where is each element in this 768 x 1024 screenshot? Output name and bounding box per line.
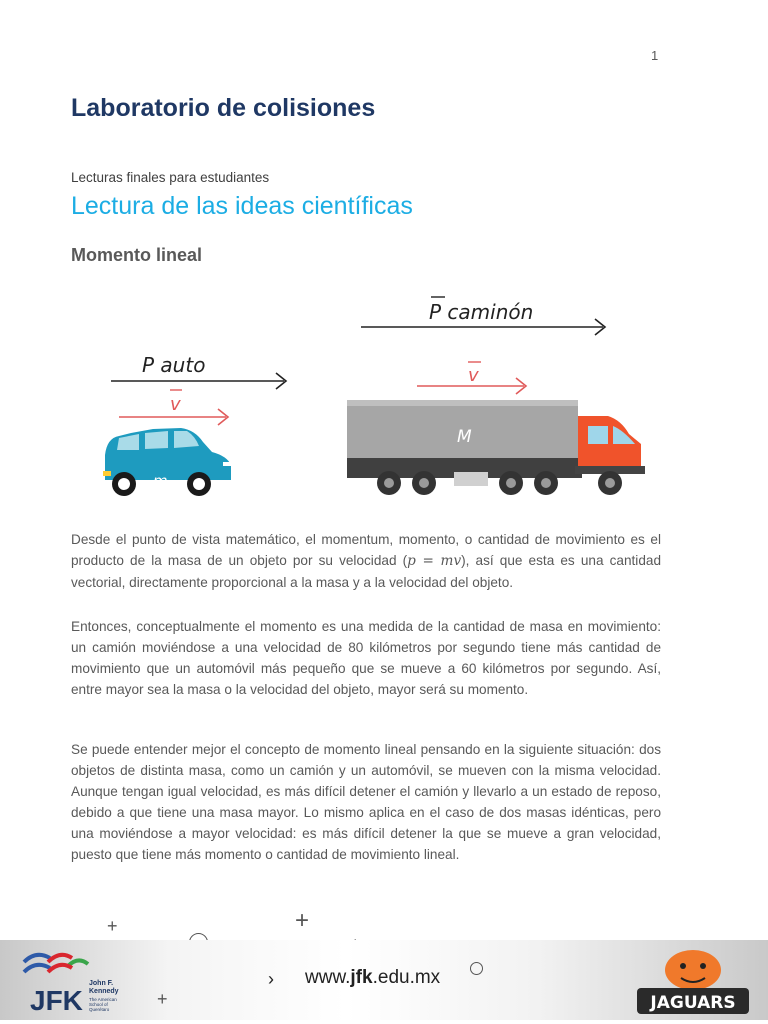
school-name-line2: Kennedy	[89, 988, 119, 995]
paragraph-definition-text: Desde el punto de vista matemático, el momentum, momento, o cantidad de movimiento es el producto de la masa de un objeto por su velocidad (	[71, 532, 661, 568]
school-name	[89, 980, 119, 996]
website-suffix: .edu.mx	[372, 967, 441, 988]
momentum-formula: p = mv	[407, 553, 462, 569]
school-subtitle: The American School of Querétaro	[89, 997, 117, 1012]
jaguars-mascot-logo	[633, 942, 753, 1020]
plus-decoration: +	[295, 907, 310, 934]
document-title: Laboratorio de colisiones	[71, 94, 376, 122]
car-momentum-label: P auto	[142, 353, 206, 377]
plus-decoration: +	[157, 989, 168, 1009]
truck-momentum-label: P caminón	[429, 300, 534, 324]
car-velocity-label: v	[170, 394, 181, 415]
section-title: Lectura de las ideas científicas	[71, 192, 413, 220]
jaguars-text: JAGUARS	[650, 993, 736, 1013]
momentum-illustration	[95, 290, 655, 510]
plus-decoration: +	[107, 916, 118, 936]
website-link[interactable]	[305, 967, 440, 989]
jfk-logo-text: JFK	[30, 985, 83, 1016]
paragraph-concept: Entonces, conceptualmente el momento es una medida de la cantidad de masa en movimiento: un camión moviéndose a una velocidad de 80 kilómetros por segundo tiene más cantidad de movimiento que un automóvil más pequeño que se mueve a 60 kilómetros por segundo. Así, entre mayor sea la masa o la velocidad del objeto, mayor será su momento.	[71, 619, 661, 697]
jfk-logo	[20, 946, 90, 1016]
paragraph-definition-text-end: ), así que esta es una cantidad vectorial, directamente proporcional a la masa y a la velocidad del objeto.	[71, 553, 662, 590]
truck-velocity-label: v	[468, 365, 479, 386]
truck-shape	[347, 400, 645, 495]
subsection-title: Momento lineal	[71, 245, 203, 265]
page-number: 1	[651, 48, 659, 63]
page-footer	[0, 900, 768, 1024]
paragraph-definition	[71, 529, 661, 593]
document-subtitle: Lecturas finales para estudiantes	[71, 170, 270, 185]
car-mass-label: m	[153, 472, 168, 490]
circle-decoration	[470, 962, 483, 975]
chevron-right-icon: ›	[268, 969, 274, 989]
website-domain: jfk	[350, 967, 373, 988]
website-prefix: www.	[305, 967, 351, 988]
school-name-line1: John F.	[89, 980, 114, 987]
paragraph-example: Se puede entender mejor el concepto de momento lineal pensando en la siguiente situación: dos objetos de distinta masa, como un camión y un automóvil, se mueven con la misma velocidad. Aunque tengan igual velocidad, es más difícil detener el camión y llevarlo a un estado de reposo, debido a que tiene una masa mayor. Lo mismo aplica en el caso de dos masas idénticas, pero una moviéndose a mayor velocidad: es más difícil detener la que se mueve a gran velocidad, puesto que tiene más momento o cantidad de movimiento lineal.	[71, 742, 661, 862]
truck-mass-label: M	[457, 427, 472, 447]
